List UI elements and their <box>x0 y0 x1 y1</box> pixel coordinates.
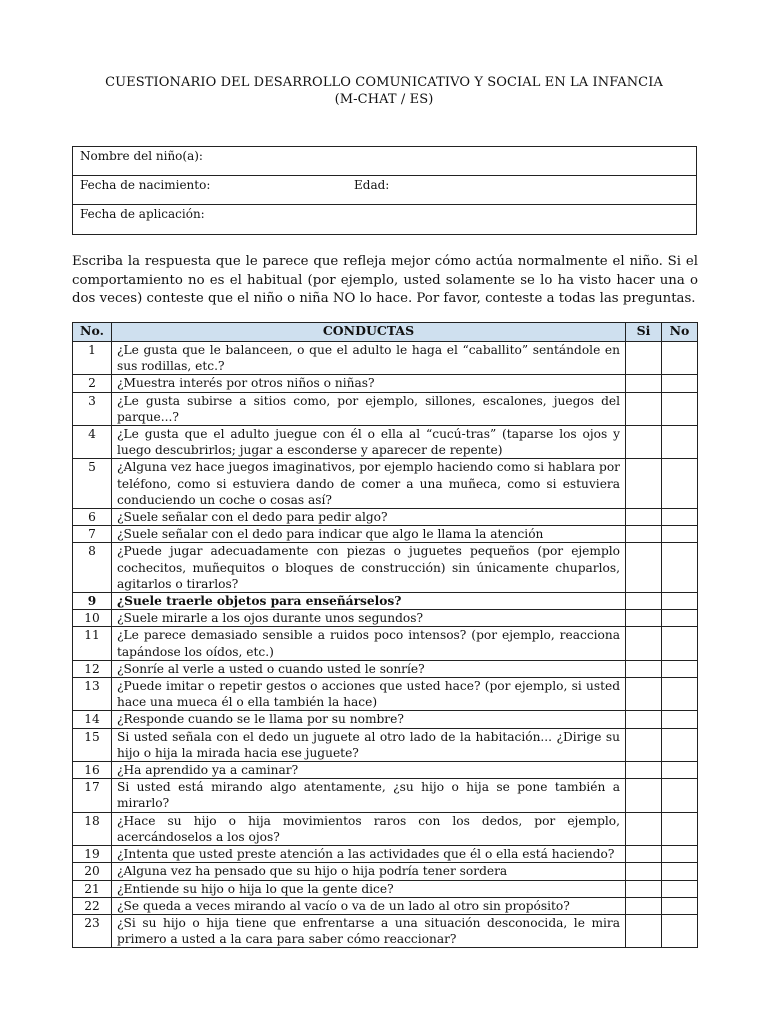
question-text: ¿Suele señalar con el dedo para pedir algo? <box>112 509 626 526</box>
question-number: 17 <box>73 779 112 812</box>
answer-si-cell[interactable] <box>626 509 662 526</box>
question-number: 18 <box>73 812 112 845</box>
question-number: 22 <box>73 897 112 914</box>
answer-no-cell[interactable] <box>662 610 698 627</box>
table-header-row <box>73 323 698 342</box>
table-row <box>73 509 698 526</box>
table-row <box>73 846 698 863</box>
question-text: ¿Suele mirarle a los ojos durante unos segundos? <box>112 610 626 627</box>
question-text: ¿Muestra interés por otros niños o niñas? <box>112 375 626 392</box>
birth-date-label: Fecha de nacimiento: <box>80 178 211 192</box>
table-row <box>73 897 698 914</box>
answer-no-cell[interactable] <box>662 914 698 947</box>
answer-no-cell[interactable] <box>662 812 698 845</box>
answer-no-cell[interactable] <box>662 543 698 593</box>
question-number: 9 <box>73 593 112 610</box>
answer-no-cell[interactable] <box>662 762 698 779</box>
header-no-answer: No <box>662 323 698 342</box>
table-row <box>73 627 698 660</box>
birth-age-field[interactable] <box>73 176 696 205</box>
question-text: ¿Intenta que usted preste atención a las actividades que él o ella está haciendo? <box>112 846 626 863</box>
question-number: 13 <box>73 678 112 711</box>
name-field[interactable] <box>73 147 696 176</box>
title-line-2: (M-CHAT / ES) <box>334 92 434 107</box>
question-number: 8 <box>73 543 112 593</box>
table-row <box>73 711 698 728</box>
answer-no-cell[interactable] <box>662 711 698 728</box>
question-text: ¿Si su hijo o hija tiene que enfrentarse a una situación desconocida, le mira primero a usted a la cara para saber cómo reaccionar? <box>112 914 626 947</box>
answer-no-cell[interactable] <box>662 392 698 425</box>
table-row <box>73 375 698 392</box>
table-row <box>73 812 698 845</box>
answer-si-cell[interactable] <box>626 678 662 711</box>
table-row <box>73 543 698 593</box>
question-number: 7 <box>73 526 112 543</box>
question-text: ¿Le gusta subirse a sitios como, por ejemplo, sillones, escalones, juegos del parque...? <box>112 392 626 425</box>
answer-no-cell[interactable] <box>662 846 698 863</box>
question-number: 19 <box>73 846 112 863</box>
header-si: Si <box>626 323 662 342</box>
answer-si-cell[interactable] <box>626 660 662 677</box>
answer-si-cell[interactable] <box>626 426 662 459</box>
answer-si-cell[interactable] <box>626 897 662 914</box>
question-text: ¿Alguna vez ha pensado que su hijo o hija podría tener sordera <box>112 863 626 880</box>
answer-no-cell[interactable] <box>662 342 698 375</box>
title-line-1: CUESTIONARIO DEL DESARROLLO COMUNICATIVO Y SOCIAL EN LA INFANCIA <box>105 75 663 90</box>
table-row <box>73 863 698 880</box>
question-text: ¿Ha aprendido ya a caminar? <box>112 762 626 779</box>
answer-si-cell[interactable] <box>626 627 662 660</box>
answer-no-cell[interactable] <box>662 509 698 526</box>
document-title <box>0 74 768 108</box>
answer-si-cell[interactable] <box>626 543 662 593</box>
answer-no-cell[interactable] <box>662 375 698 392</box>
question-number: 4 <box>73 426 112 459</box>
question-number: 3 <box>73 392 112 425</box>
question-text: ¿Le gusta que le balanceen, o que el adulto le haga el “caballito” sentándole en sus rodillas, etc.? <box>112 342 626 375</box>
table-row <box>73 459 698 509</box>
question-number: 12 <box>73 660 112 677</box>
header-no: No. <box>73 323 112 342</box>
question-number: 5 <box>73 459 112 509</box>
question-text: ¿Puede jugar adecuadamente con piezas o juguetes pequeños (por ejemplo cochecitos, muñequitos o bloques de construcción) sin únicamente chuparlos, agitarlos o tirarlos? <box>112 543 626 593</box>
table-row <box>73 678 698 711</box>
answer-si-cell[interactable] <box>626 779 662 812</box>
answer-no-cell[interactable] <box>662 880 698 897</box>
answer-no-cell[interactable] <box>662 426 698 459</box>
answer-no-cell[interactable] <box>662 627 698 660</box>
question-number: 11 <box>73 627 112 660</box>
table-row <box>73 914 698 947</box>
answer-no-cell[interactable] <box>662 660 698 677</box>
application-date-label: Fecha de aplicación: <box>80 207 205 221</box>
question-number: 20 <box>73 863 112 880</box>
question-text: Si usted señala con el dedo un juguete al otro lado de la habitación... ¿Dirige su hijo o hija la mirada hacia ese juguete? <box>112 728 626 761</box>
answer-si-cell[interactable] <box>626 459 662 509</box>
answer-si-cell[interactable] <box>626 593 662 610</box>
question-number: 23 <box>73 914 112 947</box>
question-text: ¿Hace su hijo o hija movimientos raros con los dedos, por ejemplo, acercándoselos a los ojos? <box>112 812 626 845</box>
answer-si-cell[interactable] <box>626 610 662 627</box>
questions-body <box>73 342 698 948</box>
answer-si-cell[interactable] <box>626 728 662 761</box>
question-number: 1 <box>73 342 112 375</box>
questions-table <box>72 322 698 948</box>
question-number: 21 <box>73 880 112 897</box>
table-row <box>73 779 698 812</box>
answer-no-cell[interactable] <box>662 897 698 914</box>
answer-no-cell[interactable] <box>662 779 698 812</box>
answer-si-cell[interactable] <box>626 863 662 880</box>
question-text: ¿Suele traerle objetos para enseñárselos? <box>112 593 626 610</box>
answer-no-cell[interactable] <box>662 593 698 610</box>
question-number: 2 <box>73 375 112 392</box>
answer-si-cell[interactable] <box>626 914 662 947</box>
answer-no-cell[interactable] <box>662 863 698 880</box>
table-row <box>73 728 698 761</box>
name-label: Nombre del niño(a): <box>80 149 203 163</box>
question-number: 16 <box>73 762 112 779</box>
question-text: ¿Le gusta que el adulto juegue con él o ella al “cucú-tras” (taparse los ojos y luego descubrirlos; jugar a esconderse y aparecer de repente) <box>112 426 626 459</box>
application-date-field[interactable] <box>73 205 696 234</box>
question-text: Si usted está mirando algo atentamente, ¿su hijo o hija se pone también a mirarlo? <box>112 779 626 812</box>
table-row <box>73 342 698 375</box>
answer-no-cell[interactable] <box>662 526 698 543</box>
answer-no-cell[interactable] <box>662 678 698 711</box>
answer-si-cell[interactable] <box>626 392 662 425</box>
table-row <box>73 426 698 459</box>
answer-si-cell[interactable] <box>626 880 662 897</box>
header-conductas: CONDUCTAS <box>112 323 626 342</box>
answer-no-cell[interactable] <box>662 728 698 761</box>
question-number: 15 <box>73 728 112 761</box>
table-row <box>73 593 698 610</box>
answer-si-cell[interactable] <box>626 846 662 863</box>
question-text: ¿Puede imitar o repetir gestos o acciones que usted hace? (por ejemplo, si usted hace una mueca él o ella también la hace) <box>112 678 626 711</box>
table-row <box>73 610 698 627</box>
answer-si-cell[interactable] <box>626 342 662 375</box>
table-row <box>73 762 698 779</box>
question-text: ¿Responde cuando se le llama por su nombre? <box>112 711 626 728</box>
answer-si-cell[interactable] <box>626 711 662 728</box>
child-info-box <box>72 146 697 235</box>
answer-no-cell[interactable] <box>662 459 698 509</box>
table-row <box>73 392 698 425</box>
table-row <box>73 880 698 897</box>
instructions-paragraph: Escriba la respuesta que le parece que refleja mejor cómo actúa normalmente el niño. Si el comportamiento no es el habitual (por ejemplo, usted solamente se lo ha visto hacer una o dos veces) conteste que el niño o niña NO lo hace. Por favor, conteste a todas las preguntas. <box>72 254 698 306</box>
question-number: 10 <box>73 610 112 627</box>
question-text: ¿Suele señalar con el dedo para indicar que algo le llama la atención <box>112 526 626 543</box>
answer-si-cell[interactable] <box>626 762 662 779</box>
question-number: 14 <box>73 711 112 728</box>
question-text: ¿Sonríe al verle a usted o cuando usted le sonríe? <box>112 660 626 677</box>
question-text: ¿Se queda a veces mirando al vacío o va de un lado al otro sin propósito? <box>112 897 626 914</box>
question-text: ¿Alguna vez hace juegos imaginativos, por ejemplo haciendo como si hablara por teléfono, como si estuviera dando de comer a una muñeca, como si estuviera conduciendo un coche o cosas así? <box>112 459 626 509</box>
answer-si-cell[interactable] <box>626 375 662 392</box>
question-number: 6 <box>73 509 112 526</box>
age-label: Edad: <box>354 178 390 192</box>
table-row <box>73 526 698 543</box>
question-text: ¿Le parece demasiado sensible a ruidos poco intensos? (por ejemplo, reacciona tapándose los oídos, etc.) <box>112 627 626 660</box>
answer-si-cell[interactable] <box>626 526 662 543</box>
answer-si-cell[interactable] <box>626 812 662 845</box>
question-text: ¿Entiende su hijo o hija lo que la gente dice? <box>112 880 626 897</box>
table-row <box>73 660 698 677</box>
